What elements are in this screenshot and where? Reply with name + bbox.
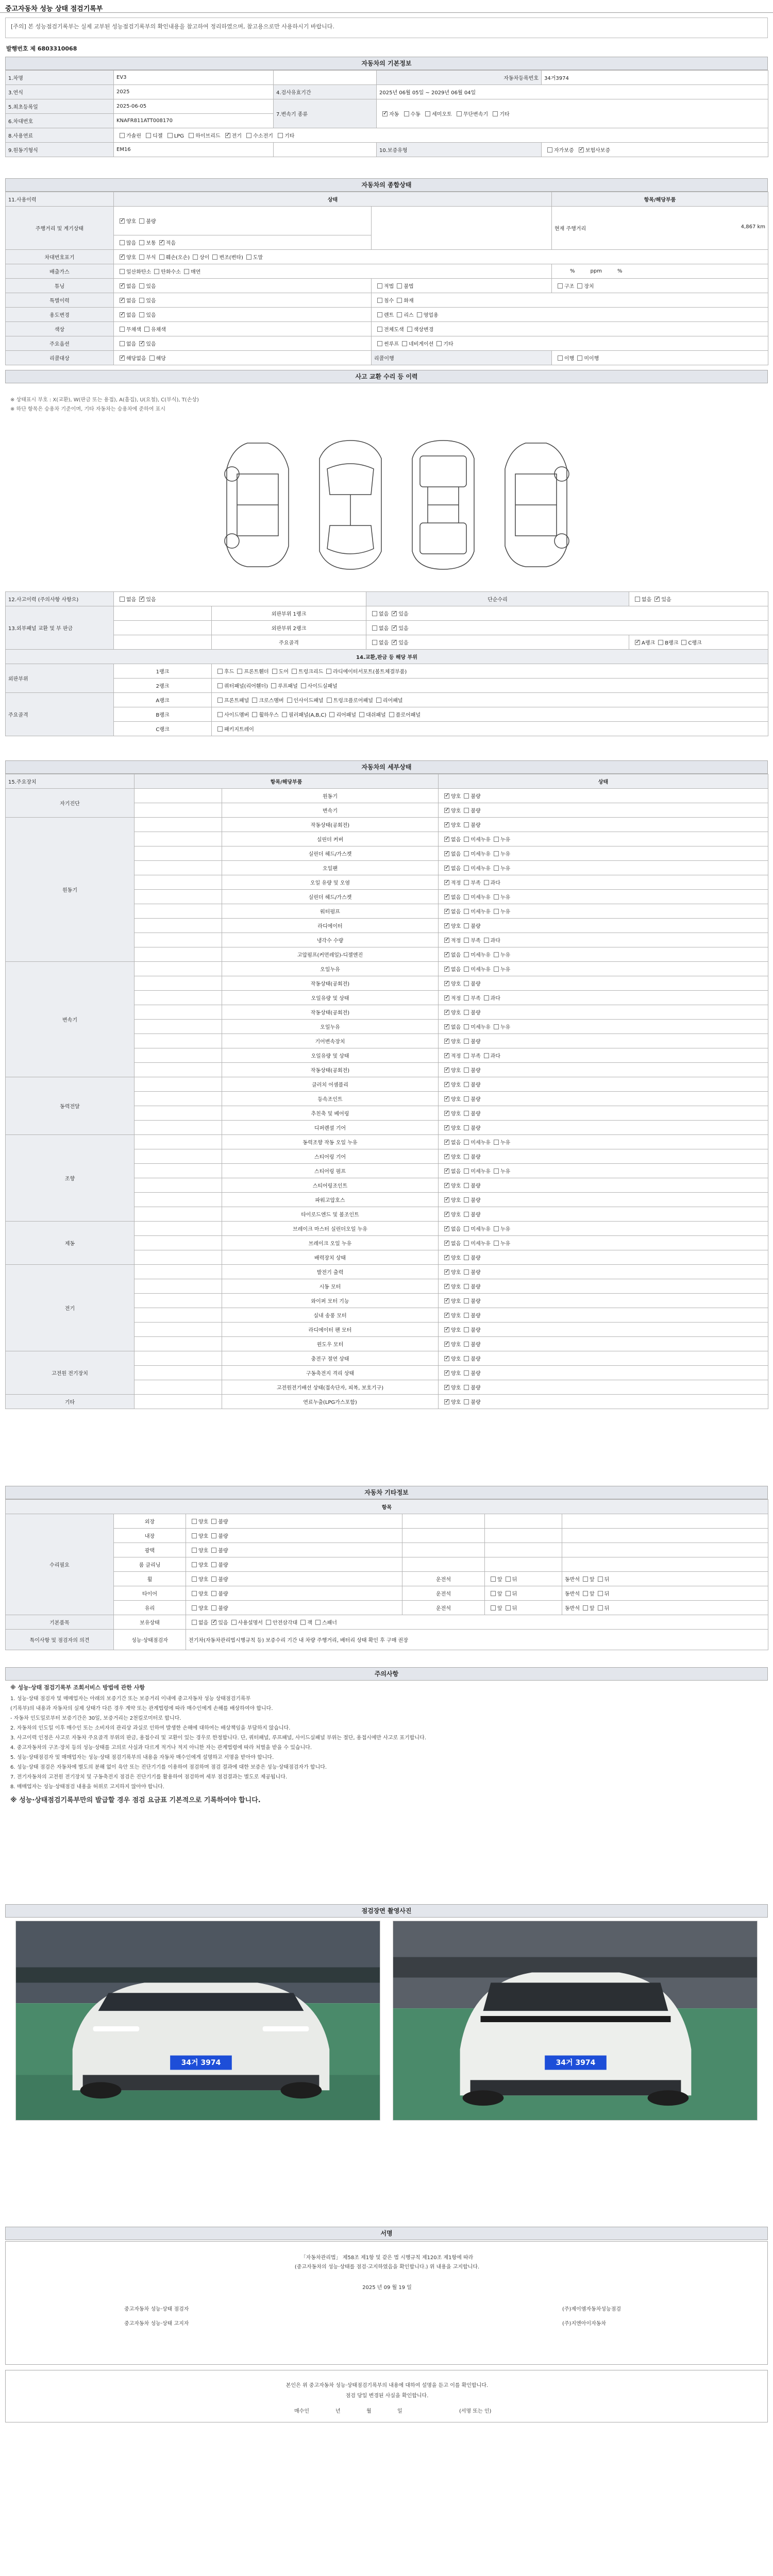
detail-item: 오일유량 및 상태 xyxy=(222,1048,439,1063)
transmission-options: ✓ 자동 수동 세미오토 무단변속기 기타 xyxy=(377,99,768,128)
detail-state: ✓ 양호 불량 xyxy=(439,1366,768,1380)
detail-state: ✓ 적정 부족 과다 xyxy=(439,991,768,1005)
detail-state: ✓ 없음 미세누유 누유 xyxy=(439,832,768,846)
warranty-insurer-checkbox[interactable] xyxy=(579,147,584,152)
detail-item: 기어변속장치 xyxy=(222,1034,439,1048)
trans-auto-checkbox[interactable] xyxy=(382,111,388,116)
document-title: 중고자동차 성능 상태 점검기록부 xyxy=(5,5,103,13)
detail-state: ✓ 양호 불량 xyxy=(439,1250,768,1265)
value-valid-term: 2025년 06월 05일 ~ 2029년 06월 04일 xyxy=(377,85,768,99)
detail-item: 실린더 헤드/가스켓 xyxy=(222,846,439,861)
detail-item: 라디에이터 팬 모터 xyxy=(222,1323,439,1337)
detail-state: ✓ 없음 미세누유 누유 xyxy=(439,1236,768,1250)
detail-state: ✓ 양호 불량 xyxy=(439,1351,768,1366)
detail-item: 등속조인트 xyxy=(222,1092,439,1106)
value-reg-no: 34거3974 xyxy=(542,71,768,85)
detail-state: ✓ 양호 불량 xyxy=(439,1265,768,1279)
detail-state: ✓ 양호 불량 xyxy=(439,1308,768,1323)
label-warranty: 10.보증유형 xyxy=(377,143,542,157)
detail-item: 고전원전기배선 상태(접속단자, 피복, 보호기구) xyxy=(222,1380,439,1395)
trans-cvt-checkbox[interactable] xyxy=(457,111,462,116)
detail-group: 원동기 xyxy=(6,818,135,962)
detail-item: 발전기 출력 xyxy=(222,1265,439,1279)
detail-group: 고전원 전기장치 xyxy=(6,1351,135,1395)
doc-no-label: 발행번호 제 xyxy=(6,45,36,52)
detail-item: 배력장치 상태 xyxy=(222,1250,439,1265)
detail-group: 변속기 xyxy=(6,962,135,1077)
top-divider xyxy=(0,12,773,13)
warranty-options: 자가보증 ✓ 보험사보증 xyxy=(542,143,768,157)
basic-info-table xyxy=(5,70,768,157)
detail-state: ✓ 양호 불량 xyxy=(439,1063,768,1077)
car-panel-diagram xyxy=(216,438,577,572)
detail-item: 타이로드엔드 및 볼조인트 xyxy=(222,1207,439,1222)
detail-state: ✓ 양호 불량 xyxy=(439,1337,768,1351)
detail-item: 오일유량 및 상태 xyxy=(222,991,439,1005)
detail-item: 구동축전지 격리 상태 xyxy=(222,1366,439,1380)
detail-state: ✓ 적정 부족 과다 xyxy=(439,1048,768,1063)
section-basic-info: 자동차의 기본정보 xyxy=(5,57,768,70)
detail-item: 변속기 xyxy=(222,803,439,818)
extra-item: 타이어 xyxy=(114,1586,186,1601)
detail-group: 제동 xyxy=(6,1222,135,1265)
extra-item: 룸 클리닝 xyxy=(114,1557,186,1572)
detail-state: ✓ 없음 미세누유 누유 xyxy=(439,1020,768,1034)
label-year: 3.연식 xyxy=(6,85,114,99)
section-sign: 서명 xyxy=(5,2227,768,2240)
detail-state: ✓ 없음 미세누유 누유 xyxy=(439,1164,768,1178)
detail-state: ✓ 없음 미세누유 누유 xyxy=(439,962,768,976)
detail-state: ✓ 양호 불량 xyxy=(439,1149,768,1164)
fuel-electric-checkbox[interactable] xyxy=(225,133,230,138)
accident-legend: ※ 상태표시 부호 : X(교환), W(판금 또는 용접), A(흠집), U(요철), C(부식), T(손상) ※ 하단 항목은 승용차 기준이며, 기타 자동차는 승용차에 준하여 표시 xyxy=(10,397,199,412)
detail-state: ✓ 양호 불량 xyxy=(439,1092,768,1106)
detail-state: ✓ 양호 불량 xyxy=(439,789,768,803)
trans-etc-checkbox[interactable] xyxy=(493,111,498,116)
detail-item: 스티어링조인트 xyxy=(222,1178,439,1193)
detail-state: ✓ 양호 불량 xyxy=(439,919,768,933)
detail-item: 파워고압호스 xyxy=(222,1193,439,1207)
detail-item: 작동상태(공회전) xyxy=(222,976,439,991)
detail-state: ✓ 없음 미세누유 누유 xyxy=(439,904,768,919)
detail-item: 윈도우 모터 xyxy=(222,1337,439,1351)
detail-item: 워터펌프 xyxy=(222,904,439,919)
notice-box xyxy=(5,18,768,38)
trans-manual-checkbox[interactable] xyxy=(404,111,409,116)
detail-item: 디퍼렌셜 기어 xyxy=(222,1121,439,1135)
detail-item: 연료누출(LPG가스포함) xyxy=(222,1395,439,1409)
doc-no-value: 6803310068 xyxy=(37,45,77,52)
detail-item: 브레이크 오일 누유 xyxy=(222,1236,439,1250)
detail-group: 기타 xyxy=(6,1395,135,1409)
fuel-options: 가솔린 디젤 LPG 하이브리드 ✓ 전기 수소전기 기타 xyxy=(114,128,768,143)
label-first-reg: 5.최초등록일 xyxy=(6,99,114,114)
detail-item: 추친축 및 베어링 xyxy=(222,1106,439,1121)
detail-group: 동력전달 xyxy=(6,1077,135,1135)
detail-state: ✓ 양호 불량 xyxy=(439,1005,768,1020)
front-plate-text: 34거 3974 xyxy=(181,2059,221,2067)
detail-group: 조향 xyxy=(6,1135,135,1222)
extra-item: 휠 xyxy=(114,1572,186,1586)
detail-state: ✓ 양호 불량 xyxy=(439,1034,768,1048)
detail-item: 오일팬 xyxy=(222,861,439,875)
detail-item: 오일 유량 및 오염 xyxy=(222,875,439,890)
detail-item: 냉각수 수량 xyxy=(222,933,439,947)
section-extra-info: 자동차 기타정보 xyxy=(5,1486,768,1499)
accident-table: 12.사고이력 (주의사항 사항으) 없음✓ 있음 단순수리 없음✓ 있음 13.외부패널 교환 및 부 판금 외판부위 1랭크 없음✓ 있음 외판부위 2랭크 없음✓ 있음 주요골격 없음✓ 있음 ✓ A랭크 B랭크 C랭크 14.교환,판금 등 해당 부위 외판부위 1랭크 후드 프론트휀더 도어 트렁크리드 라디에이터서포트(볼트체결부품) 2랭크 쿼터패널(리어휀더) 루프패널 사이드실패널 주요골격 A랭크 프론트패널 크로스멤버 인사이드패널 트렁크플로어패널 리어패널 B랭크 사이드멤버 휠하우스 필러패널(A,B,C) 리어패널 대쉬패널 플로어패널 C랭크 패키지트레이 xyxy=(5,591,768,736)
detail-item: 실린더 헤드/가스켓 xyxy=(222,890,439,904)
section-accident-history: 사고 교환 수리 등 이력 xyxy=(5,370,768,383)
rear-photo xyxy=(393,1921,758,2121)
detail-state: ✓ 양호 불량 xyxy=(439,1323,768,1337)
general-state-table: 11.사용이력 상태 항목/해당부품 주행거리 및 계기상태 ✓양호 불량 현재 주행거리 4,867 km 많음 보통✓ 적음 차대번호표기 ✓ 양호 부식 훼손(오손) 상이 변조(변타) 도말 배출가스 일산화탄소 탄화수소 매연 % ppm % 튜닝 ✓ 없음 있음 적법 불법 구조 장치 특별이력 ✓ 없음 있음 침수 화재 용도변경 ✓ 없음 있음 렌트 리스 영업용 색상 무채색 유채색 전체도색 색상변경 주요옵션 없음✓ 있음 썬루프 네비게이션 기타 리콜대상 ✓ 해당없음 해당 리콜이행 이행 미이행 xyxy=(5,192,768,365)
value-first-reg: 2025-06-05 xyxy=(114,99,274,114)
detail-state: ✓ 없음 미세누유 누유 xyxy=(439,861,768,875)
detail-state: ✓ 적정 부족 과다 xyxy=(439,933,768,947)
section-photos: 점검장면 촬영사진 xyxy=(5,1904,768,1918)
rear-plate-text: 34거 3974 xyxy=(556,2059,596,2067)
label-transmission: 7.변속기 종류 xyxy=(274,99,377,128)
detail-item: 실린더 커버 xyxy=(222,832,439,846)
extra-item: 광택 xyxy=(114,1543,186,1557)
detail-item: 고압펌프(커먼레일)-디젤엔진 xyxy=(222,947,439,962)
front-photo xyxy=(15,1921,380,2121)
trans-semi-checkbox[interactable] xyxy=(425,111,430,116)
label-reg-no: 자동차등록번호 xyxy=(377,71,542,85)
extra-item: 유리 xyxy=(114,1601,186,1615)
section-general-state: 자동차의 종합상태 xyxy=(5,178,768,192)
detail-state: ✓ 양호 불량 xyxy=(439,1106,768,1121)
detail-item: 작동상태(공회전) xyxy=(222,818,439,832)
detail-state: ✓ 없음 미세누유 누유 xyxy=(439,1135,768,1149)
detail-item: 와이퍼 모터 기능 xyxy=(222,1294,439,1308)
value-year: 2025 xyxy=(114,85,274,99)
detail-state: ✓ 양호 불량 xyxy=(439,1395,768,1409)
detail-state: ✓ 양호 불량 xyxy=(439,803,768,818)
detail-item: 동력조향 작동 오일 누유 xyxy=(222,1135,439,1149)
detail-state: ✓ 없음 미세누유 누유 xyxy=(439,1222,768,1236)
detail-state: ✓ 양호 불량 xyxy=(439,1121,768,1135)
notes-block: ※ 성능·상태 점검기록부 조회서비스 방법에 관한 사항 1. 성능·상태 점검자 및 매매업자는 아래의 보증기간 또는 보증거리 이내에 중고자동차 성능 상태점검기록부 (기록부)의 내용과 자동차의 실제 상태가 다른 경우 계약 또는 관계법령에 따라 매수인에게 손해를 배상하여야 합니다. - 자동차 인도일로부터 보증기간은 30일, 보증거리는 2천킬로미터로 합니다. 2. 자동차의 인도일 이후 매수인 또는 소비자의 관리상 과실로 인하여 발생한 손해에 대하여는 배상책임을 부담하지 않습니다. 3. 사고이력 인정은 사고로 자동차 주요골격 부위의 판금, 용접수리 및 교환이 있는 경우로 한정합니다. 단, 쿼터패널, 루프패널, 사이드실패널 부위는 절단, 용접시에만 사고로 표기합니다. 4. 중고자동차의 구조·장치 등의 성능·상태를 고의로 사실과 다르게 적거나 적지 아니한 자는 관계법령에 따라 처벌을 받을 수 있습니다. 5. 성능·상태점검자 및 매매업자는 성능·상태 점검기록부의 내용을 자동차 매수인에게 설명하고 서명을 받아야 합니다. 6. 성능·상태 점검은 자동차에 별도의 분해 없이 육안 또는 진단기기를 이용하여 점검하며 점검 결과에 대한 보증은 성능·상태점검자가 합니다. 7. 전기자동차의 고전원 전기장치 및 구동축전지 점검은 진단기기를 활용하여 점검하며 세부 점검결과는 별도로 제공됩니다. 8. 매매업자는 성능·상태점검 내용을 허위로 고지하지 않아야 합니다. ※ 성능·상태점검기록부만의 발급할 경우 점검 요금표 기본적으로 기록하여야 합니다. xyxy=(10,1684,426,1804)
label-engine: 9.원동기형식 xyxy=(6,143,114,157)
label-fuel: 8.사용연료 xyxy=(6,128,114,143)
detail-item: 원동기 xyxy=(222,789,439,803)
sign-box: 「자동차관리법」 제58조 제1항 및 같은 법 시행규칙 제120조 제1항에 따라 (중고자동차의 성능·상태를 점검·고지하였음을 확인합니다.) 위 내용을 고지합니다. 2025 년 09 월 19 일 중고자동차 성능·상태 점검자 중고자동차 성능·상태 고지자 (주)제이엠자동차성능점검 (주)지엔아이자동차 xyxy=(5,2241,768,2365)
receipt-box: 본인은 위 중고자동차 성능·상태점검기록부의 내용에 대하여 설명을 듣고 이를 확인합니다. 점검 당일 변경된 사실을 확인합니다. 매수인 년 월 일 (서명 또는 인) xyxy=(5,2370,768,2422)
detail-item: 오일누유 xyxy=(222,1020,439,1034)
section-notes: 주의사항 xyxy=(5,1667,768,1681)
detail-item: 작동상태(공회전) xyxy=(222,1005,439,1020)
detail-item: 충전구 절연 상태 xyxy=(222,1351,439,1366)
detail-state: ✓ 양호 불량 xyxy=(439,1279,768,1294)
detail-state: ✓ 없음 미세누유 누유 xyxy=(439,846,768,861)
detail-state: ✓ 양호 불량 xyxy=(439,1380,768,1395)
detail-state: ✓ 양호 불량 xyxy=(439,1207,768,1222)
value-engine: EM16 xyxy=(114,143,274,157)
detail-item: 스티어링 펌프 xyxy=(222,1164,439,1178)
detail-item: 시동 모터 xyxy=(222,1279,439,1294)
detail-state: ✓ 양호 불량 xyxy=(439,1193,768,1207)
label-valid-term: 4.검사유효기간 xyxy=(274,85,377,99)
detail-item: 실내 송풍 모터 xyxy=(222,1308,439,1323)
detail-state: ✓ 양호 불량 xyxy=(439,976,768,991)
detail-state: ✓ 양호 불량 xyxy=(439,1294,768,1308)
detail-state-table: 15.주요장치 항목/해당부품 상태 자기진단 원동기 ✓ 양호 불량 변속기 ✓ 양호 불량 원동기 작동상태(공회전) ✓ 양호 불량 실린더 커버 ✓ 없음 미세누유 누유 실린더 헤드/가스켓 ✓ 없음 미세누유 누유 오일팬 ✓ 없음 미세누유 누유 오일 유량 및 오염 ✓ 적정 부족 과다 실린더 헤드/가스켓 ✓ 없음 미세누유 누유 워터펌프 ✓ 없음 미세누유 누유 라디에이터 ✓ 양호 불량 냉각수 수량 ✓ 적정 부족 과다 고압펌프(커먼레일)-디젤엔진 ✓ 없음 미세누유 누유 변속기 오일누유 ✓ 없음 미세누유 누유 작동상태(공회전) ✓ 양호 불량 오일유량 및 상태 ✓ 적정 부족 과다 작동상태(공회전) ✓ 양호 불량 오일누유 ✓ 없음 미세누유 누유 기어변속장치 ✓ 양호 불량 오일유량 및 상태 ✓ 적정 부족 과다 작동상태(공회전) ✓ 양호 불량 동력전달 클러치 어셈블리 ✓ 양호 불량 등속조인트 ✓ 양호 불량 추친축 및 베어링 ✓ 양호 불량 디퍼렌셜 기어 ✓ 양호 불량 조향 동력조향 작동 오일 누유 ✓ 없음 미세누유 누유 스티어링 기어 ✓ 양호 불량 스티어링 펌프 ✓ 없음 미세누유 누유 스티어링조인트 ✓ 양호 불량 파워고압호스 ✓ 양호 불량 타이로드엔드 및 볼조인트 ✓ 양호 불량 제동 브레이크 마스터 실린더오일 누유 ✓ 없음 미세누유 누유 브레이크 오일 누유 ✓ 없음 미세누유 누유 배력장치 상태 ✓ 양호 불량 전기 발전기 출력 ✓ 양호 불량 시동 모터 ✓ 양호 불량 와이퍼 모터 기능 ✓ 양호 불량 실내 송풍 모터 ✓ 양호 불량 라디에이터 팬 모터 ✓ 양호 불량 윈도우 모터 ✓ 양호 불량 고전원 전기장치 충전구 절연 상태 ✓ 양호 불량 구동축전지 격리 상태 ✓ 양호 불량 고전원전기배선 상태(접속단자, 피복, 보호기구) ✓ 양호 불량 기타 연료누출(LPG가스포함) ✓ 양호 불량 xyxy=(5,774,768,1409)
detail-state: ✓ 없음 미세누유 누유 xyxy=(439,890,768,904)
label-car-name: 1.차명 xyxy=(6,71,114,85)
extra-item: 내장 xyxy=(114,1529,186,1543)
value-car-name: EV3 xyxy=(114,71,274,85)
document-number xyxy=(6,44,77,53)
detail-item: 스티어링 기어 xyxy=(222,1149,439,1164)
value-vin: KNAFR811ATT008170 xyxy=(114,114,274,128)
detail-group: 자기진단 xyxy=(6,789,135,818)
extra-info-table: 항목 수리필요 외장 양호 불량 내장 양호 불량 광택 양호 불량 룸 클리닝 양호 불량 휠 양호 불량 운전석 앞 뒤 동반석 앞 뒤 타이어 양호 불량 운전석 앞 뒤 동반석 앞 뒤 유리 양호 불량 운전석 앞 뒤 동반석 앞 뒤 기본품목 보유상태 없음✓ 있음 사용설명서 안전삼각대 잭 스패너 특이사항 및 점검자의 의견 성능·상태점검자 전기차(자동차관리법시행규칙 등) 보증수리 기간 내 차량 주행거리, 배터리 상태 확인 후 구매 권장 xyxy=(5,1499,768,1650)
detail-group: 전기 xyxy=(6,1265,135,1351)
section-detail-state: 자동차의 세부상태 xyxy=(5,760,768,774)
detail-state: ✓ 없음 미세누유 누유 xyxy=(439,947,768,962)
detail-item: 오일누유 xyxy=(222,962,439,976)
label-vin: 6.차대번호 xyxy=(6,114,114,128)
detail-item: 라디에이터 xyxy=(222,919,439,933)
detail-state: ✓ 적정 부족 과다 xyxy=(439,875,768,890)
detail-item: 브레이크 마스터 실린더오일 누유 xyxy=(222,1222,439,1236)
detail-state: ✓ 양호 불량 xyxy=(439,1077,768,1092)
extra-item: 외장 xyxy=(114,1514,186,1529)
detail-state: ✓ 양호 불량 xyxy=(439,818,768,832)
notice-text: [주의] 본 성능점검기록부는 실제 교부된 성능점검기록부의 확인내용을 참고하여 정리하였으며, 참고용으로만 사용하시기 바랍니다. xyxy=(11,23,334,30)
detail-state: ✓ 양호 불량 xyxy=(439,1178,768,1193)
detail-item: 작동상태(공회전) xyxy=(222,1063,439,1077)
detail-item: 클러치 어셈블리 xyxy=(222,1077,439,1092)
